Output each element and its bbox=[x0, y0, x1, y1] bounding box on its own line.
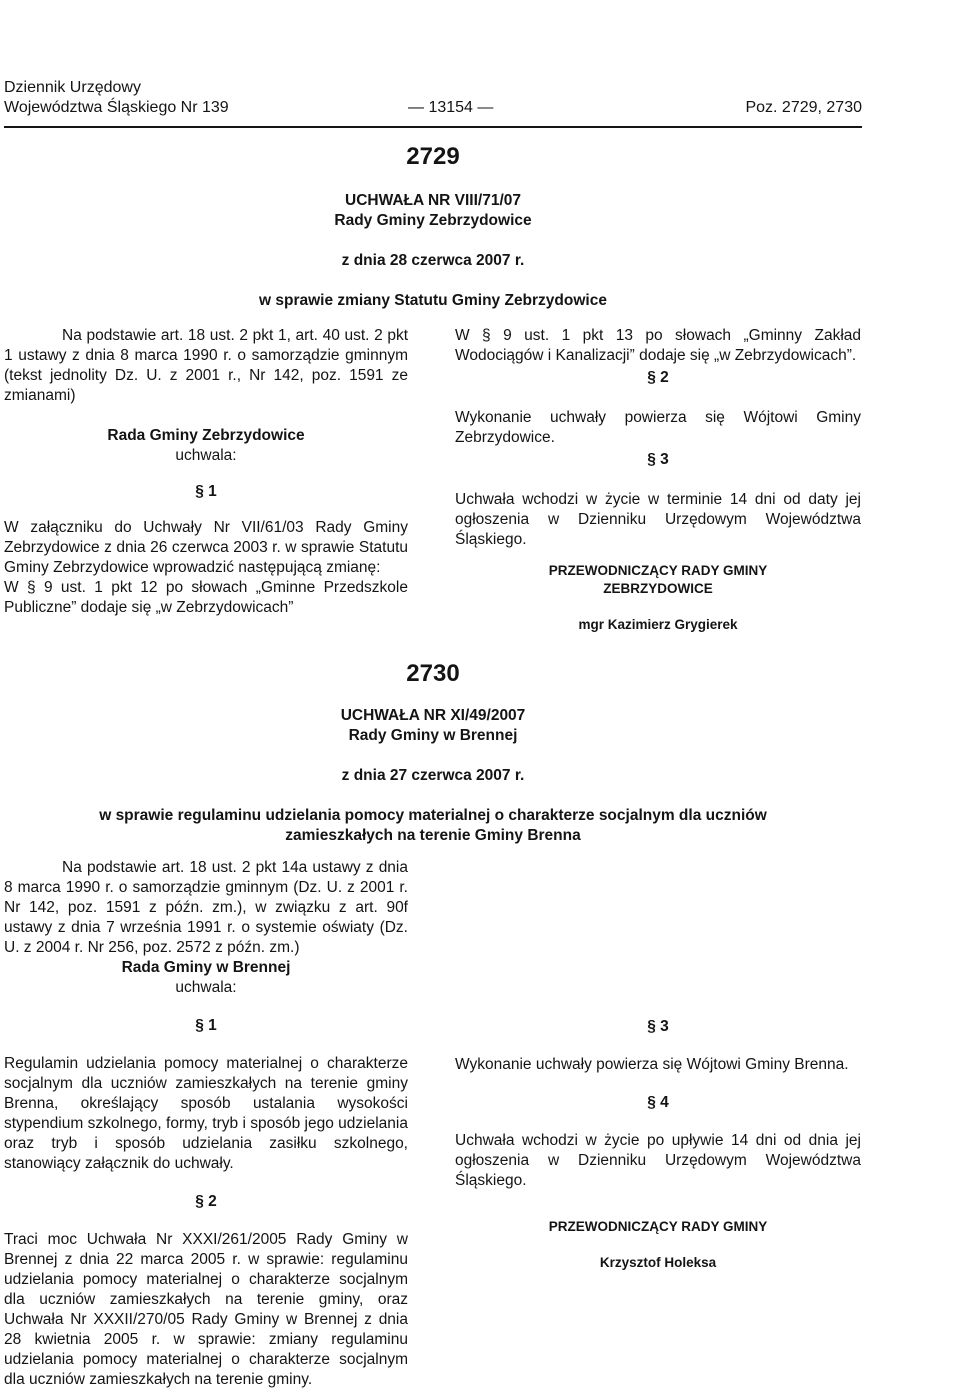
doc1-par1-text: W załączniku do Uchwały Nr VII/61/03 Rady Gminy Zebrzydowice z dnia 26 czerwca 2003 r. w sprawie Statutu Gminy Zebrzydowice wprowadzić następującą zmianę: bbox=[4, 519, 408, 576]
doc2-par2-text: Traci moc Uchwała Nr XXXI/261/2005 Rady Gminy w Brennej z dnia 22 marca 2005 r. w sprawie: regulaminu udzielania pomocy materialnej o charakterze socjalnym dla uczniów zamieszkałych na terenie gminy, oraz Uchwała Nr XXXII/270/05 Rady Gminy w Brennej z dnia 28 kwietnia 2005 r. w sprawie: zmiany regulaminu udzielania pomocy materialnej o charakterze socjalnym dla uczniów zamieszkałych na terenie gminy. bbox=[4, 1231, 408, 1388]
doc2-par1: § 1 bbox=[195, 1017, 217, 1034]
doc1-par3: § 3 bbox=[647, 451, 669, 468]
doc2-par3-text: Wykonanie uchwały powierza się Wójtowi Gminy Brenna. bbox=[455, 1056, 849, 1073]
doc2-par2: § 2 bbox=[195, 1193, 217, 1210]
doc2-right-column bbox=[455, 1017, 861, 1191]
doc2-basis: Na podstawie art. 18 ust. 2 pkt 14a ustawy z dnia 8 marca 1990 r. o samorządzie gminnym (Dz. U. z 2001 r. Nr 142, poz. 1591 z późn. zm.), w związku z art. 90f ustawy z dnia 7 września 1991 r. o systemie oświaty (Dz. U. z 2004 r. Nr 256, poz. 2572 z późn. zm.) bbox=[4, 859, 408, 956]
page-number: — 13154 — bbox=[408, 99, 494, 116]
doc1-par3-text: Uchwała wchodzi w życie w terminie 14 dni od daty jej ogłoszenia w Dzienniku Urzędowym Województwa Śląskiego. bbox=[455, 491, 861, 548]
doc2-par3: § 3 bbox=[647, 1018, 669, 1035]
doc2-title-line2: Rady Gminy w Brennej bbox=[348, 727, 518, 744]
doc1-chair-name: mgr Kazimierz Grygierek bbox=[578, 617, 738, 632]
position-number: Poz. 2729, 2730 bbox=[745, 99, 862, 116]
doc1-par1: § 1 bbox=[195, 483, 217, 500]
doc1-subject: w sprawie zmiany Statutu Gminy Zebrzydowice bbox=[259, 292, 607, 309]
doc2-par1-text: Regulamin udzielania pomocy materialnej o charakterze socjalnym dla uczniów zamieszkałych na terenie gminy Brenna, określający sposób ustalania wysokości stypendium szkolnego, formy, tryb i sposób jego udzielania oraz tryb i sposób udzielania zasiłku szkolnego, stanowiący załącznik do uchwały. bbox=[4, 1055, 408, 1172]
doc1-par1-a: W § 9 ust. 1 pkt 12 po słowach „Gminne Przedszkole Publiczne” dodaje się „w Zebrzydowicach” bbox=[4, 579, 408, 616]
doc1-chair-line2: ZEBRZYDOWICE bbox=[603, 581, 713, 596]
doc1-chair-line1: PRZEWODNICZĄCY RADY GMINY bbox=[548, 563, 768, 578]
doc1-right-column bbox=[455, 326, 861, 634]
journal-line1: Dziennik Urzędowy bbox=[4, 79, 141, 96]
doc2-par4-text: Uchwała wchodzi w życie po upływie 14 dni od dnia jej ogłoszenia w Dzienniku Urzędowym Województwa Śląskiego. bbox=[455, 1132, 861, 1189]
doc2-chair-line1: PRZEWODNICZĄCY RADY GMINY bbox=[548, 1219, 768, 1234]
doc1-number: 2729 bbox=[406, 143, 460, 170]
doc1-par2-text: Wykonanie uchwały powierza się Wójtowi Gminy Zebrzydowice. bbox=[455, 409, 861, 446]
doc2-number: 2730 bbox=[406, 660, 460, 687]
doc2-council: Rada Gminy w Brennej bbox=[121, 959, 291, 976]
doc2-subject-line1: w sprawie regulaminu udzielania pomocy materialnej o charakterze socjalnym dla uczniów bbox=[99, 807, 767, 824]
doc2-par4: § 4 bbox=[647, 1094, 669, 1111]
doc2-left-column bbox=[4, 858, 408, 1390]
doc2-chair-name: Krzysztof Holeksa bbox=[599, 1255, 717, 1270]
journal-name bbox=[4, 78, 229, 118]
header-rule bbox=[4, 126, 862, 128]
doc2-title-line1: UCHWAŁA NR XI/49/2007 bbox=[340, 707, 526, 724]
doc1-par1-b: W § 9 ust. 1 pkt 13 po słowach „Gminny Zakład Wodociągów i Kanalizacji” dodaje się „w Zebrzydowicach”. bbox=[455, 327, 861, 364]
doc1-council: Rada Gminy Zebrzydowice bbox=[107, 427, 305, 444]
doc2-resolves: uchwala: bbox=[175, 979, 237, 996]
doc1-left-column bbox=[4, 326, 408, 618]
doc1-par2: § 2 bbox=[647, 369, 669, 386]
doc1-date: z dnia 28 czerwca 2007 r. bbox=[341, 252, 525, 269]
doc1-resolves: uchwala: bbox=[175, 447, 237, 464]
journal-line2: Województwa Śląskiego Nr 139 bbox=[4, 99, 229, 116]
doc1-title-line2: Rady Gminy Zebrzydowice bbox=[334, 212, 532, 229]
doc1-title-line1: UCHWAŁA NR VIII/71/07 bbox=[345, 192, 521, 209]
doc1-basis: Na podstawie art. 18 ust. 2 pkt 1, art. 40 ust. 2 pkt 1 ustawy z dnia 8 marca 1990 r. o samorządzie gminnym (tekst jednolity Dz. U. z 2001 r., Nr 142, poz. 1591 ze zmianami) bbox=[4, 327, 408, 404]
doc2-signature-block bbox=[455, 1218, 861, 1272]
doc2-date: z dnia 27 czerwca 2007 r. bbox=[341, 767, 525, 784]
doc2-subject-line2: zamieszkałych na terenie Gminy Brenna bbox=[285, 827, 581, 844]
